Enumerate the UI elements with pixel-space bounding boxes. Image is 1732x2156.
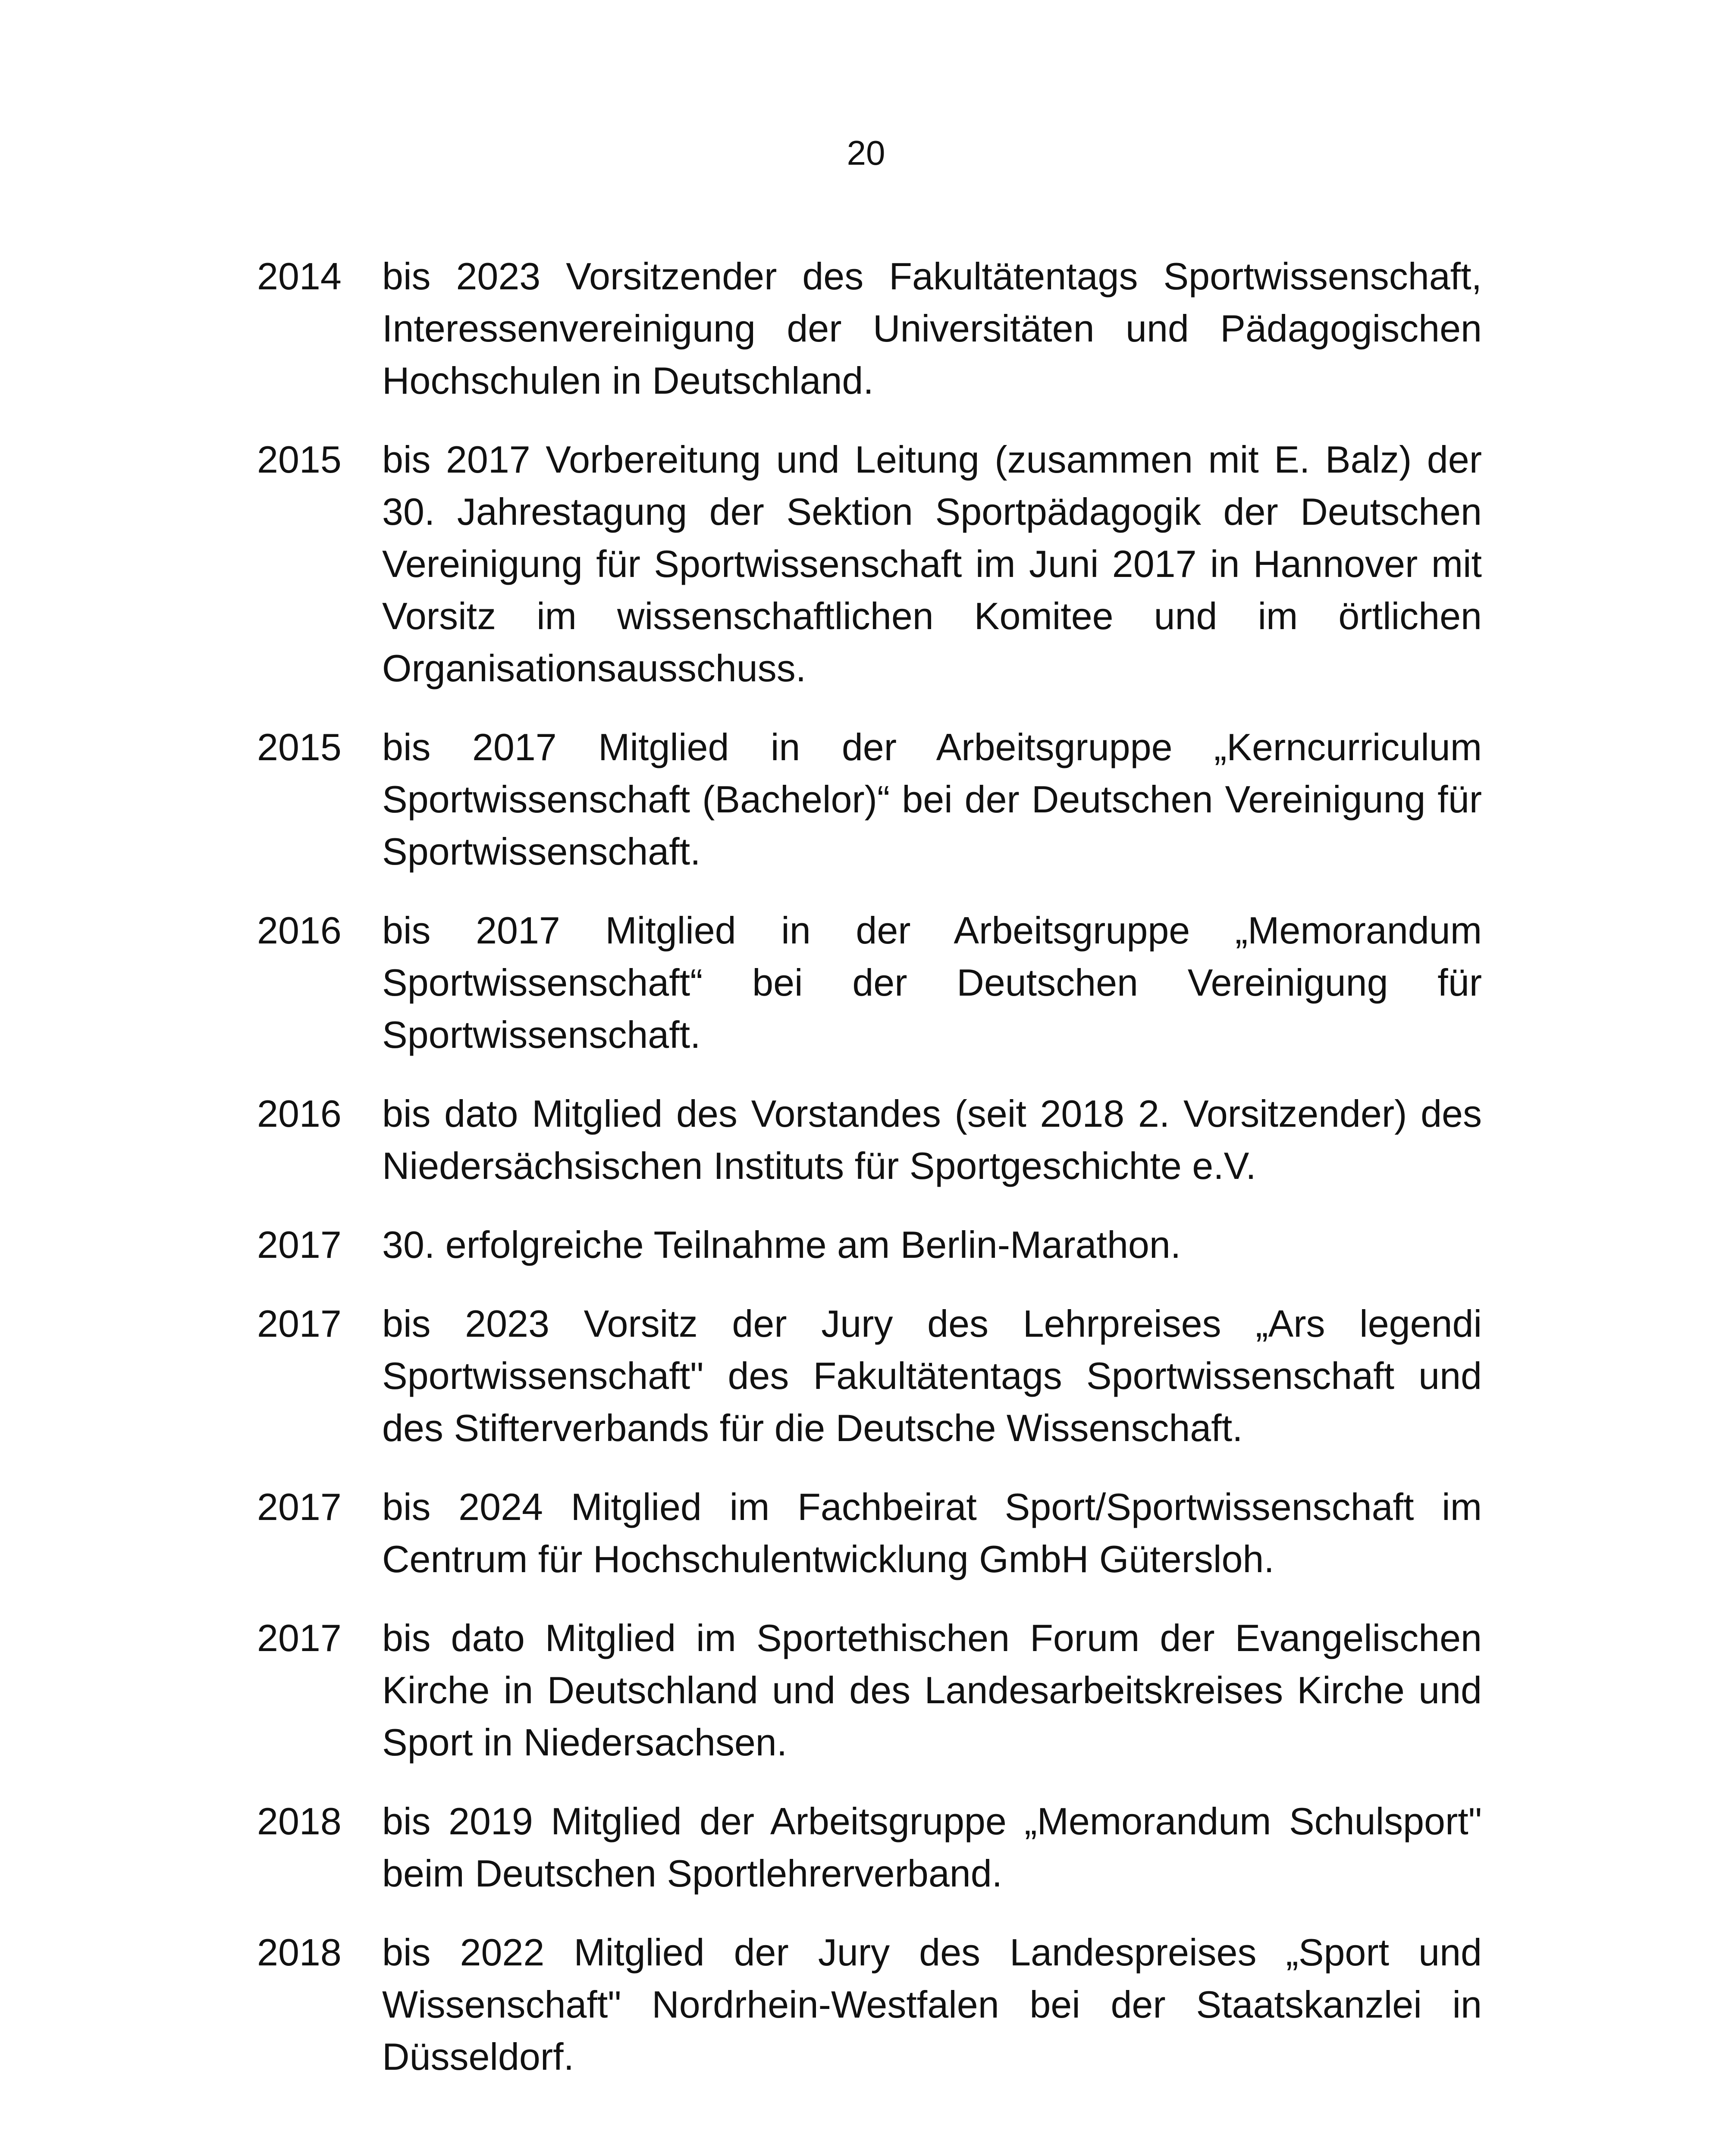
cv-entry [257,904,1499,1061]
entry-text: bis dato Mitglied des Vorstandes (seit 2018 2. Vorsitzender) des Niedersächsischen Instituts für Sportgeschichte e.V. [382,1092,1482,1187]
cv-entry-list [257,250,1499,2109]
entry-text: bis 2022 Mitglied der Jury des Landespreises „Sport und Wissenschaft" Nordrhein-Westfalen bei der Staatskanzlei in Düsseldorf. [382,1931,1482,2078]
cv-entry [257,1087,1499,1192]
entry-year: 2015 [257,438,342,481]
page-number: 20 [847,134,885,172]
cv-entry [257,1219,1499,1271]
entry-year: 2016 [257,909,342,952]
entry-year: 2018 [257,1800,342,1843]
cv-entry [257,433,1499,694]
cv-entry [257,1481,1499,1585]
entry-text: bis 2023 Vorsitzender des Fakultätentags Sportwissenschaft, Interessenvereinigung der Universitäten und Pädagogischen Hochschulen in Deutschland. [382,255,1482,402]
entry-text: bis 2024 Mitglied im Fachbeirat Sport/Sportwissenschaft im Centrum für Hochschulentwicklung GmbH Gütersloh. [382,1485,1482,1580]
entry-year: 2017 [257,1302,342,1345]
entry-year: 2017 [257,1485,342,1528]
entry-year: 2016 [257,1092,342,1135]
entry-text: bis 2023 Vorsitz der Jury des Lehrpreises „Ars legendi Sportwissenschaft" des Fakultätentags Sportwissenschaft und des Stifterverbands für die Deutsche Wissenschaft. [382,1302,1482,1449]
cv-entry [257,1297,1499,1454]
entry-year: 2017 [257,1223,342,1266]
entry-year: 2018 [257,1931,342,1974]
entry-text: bis 2017 Vorbereitung und Leitung (zusammen mit E. Balz) der 30. Jahrestagung der Sektion Sportpädagogik der Deutschen Vereinigung für Sportwissenschaft im Juni 2017 in Hannover mit Vorsitz im wissenschaftlichen Komitee und im örtlichen Organisationsausschuss. [382,438,1482,689]
cv-entry [257,1612,1499,1768]
entry-year: 2014 [257,255,342,298]
entry-text: 30. erfolgreiche Teilnahme am Berlin-Marathon. [382,1223,1181,1266]
entry-text: bis 2017 Mitglied in der Arbeitsgruppe „Kerncurriculum Sportwissenschaft (Bachelor)“ bei der Deutschen Vereinigung für Sportwissenschaft. [382,726,1482,873]
cv-entry [257,1926,1499,2083]
entry-text: bis 2019 Mitglied der Arbeitsgruppe „Memorandum Schulsport" beim Deutschen Sportlehrerverband. [382,1800,1482,1895]
entry-text: bis dato Mitglied im Sportethischen Forum der Evangelischen Kirche in Deutschland und des Landesarbeitskreises Kirche und Sport in Niedersachsen. [382,1617,1482,1764]
cv-entry [257,250,1499,407]
cv-entry [257,721,1499,877]
entry-text: bis 2017 Mitglied in der Arbeitsgruppe „Memorandum Sportwissenschaft“ bei der Deutschen Vereinigung für Sportwissenschaft. [382,909,1482,1056]
entry-year: 2017 [257,1617,342,1659]
entry-year: 2015 [257,726,342,768]
cv-entry [257,1795,1499,1899]
